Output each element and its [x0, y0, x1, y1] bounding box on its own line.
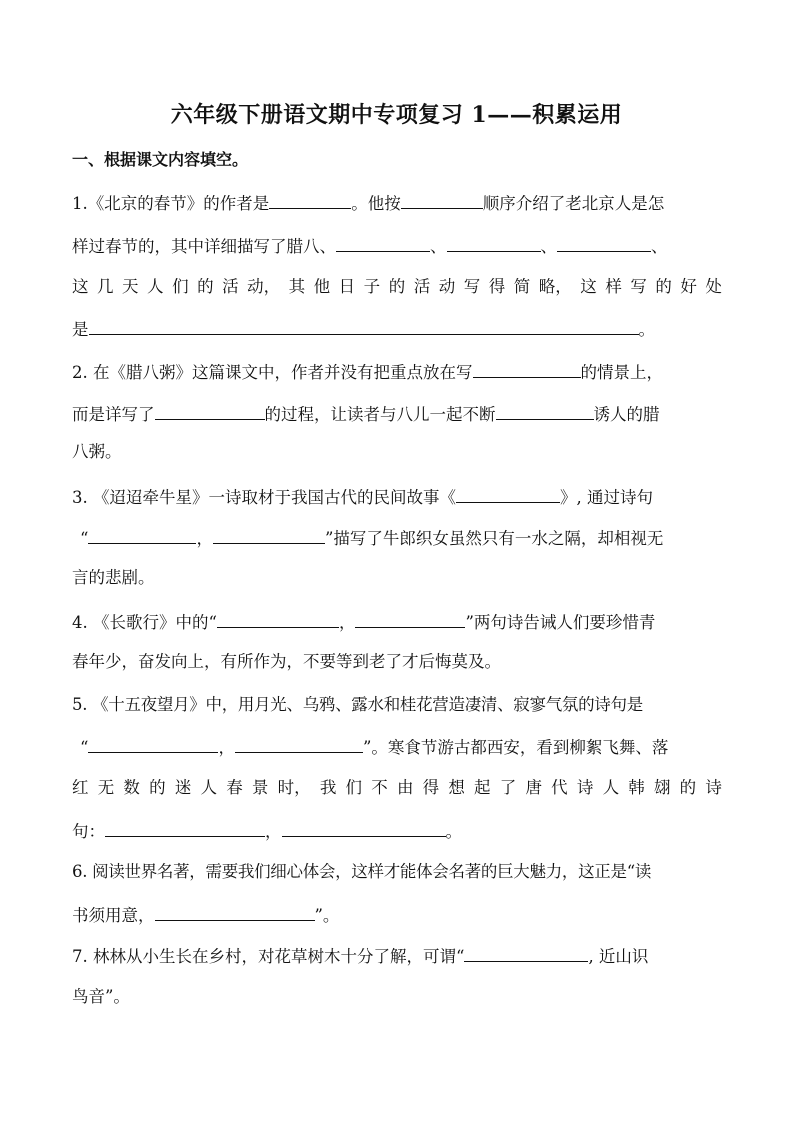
q5-line-3	[72, 776, 722, 800]
q1-text: 。他按	[351, 194, 401, 213]
q1-sep: 、	[651, 237, 668, 256]
q2-line-1	[72, 359, 722, 383]
q3-line-2	[72, 525, 722, 549]
q7-line-1	[72, 943, 722, 967]
q1-char: 好	[680, 277, 697, 296]
q1-char: 其	[288, 277, 306, 296]
q3-blank-verse-2[interactable]	[213, 525, 325, 544]
q1-blank-order[interactable]	[401, 190, 483, 209]
q5-char: 我	[319, 778, 337, 797]
q1-char: 他	[313, 277, 331, 296]
q2-text: 2. 在《腊八粥》这篇课文中，作者并没有把重点放在写	[72, 363, 473, 382]
q4-blank-verse-1[interactable]	[217, 609, 339, 628]
q2-text: 诱人的腊	[593, 405, 660, 424]
q1-char: 活	[413, 277, 431, 296]
q5-line-4	[72, 818, 722, 842]
q7-text: , 近山识	[588, 947, 649, 966]
q5-char: 得	[422, 778, 440, 797]
q1-char: 样	[605, 277, 622, 296]
q1-char: 们	[172, 277, 189, 296]
page-title: 六年级下册语文期中专项复习 1——积累运用	[170, 102, 623, 128]
q5-blank-poem-1[interactable]	[105, 818, 265, 837]
q1-char: 处	[705, 277, 722, 296]
q5-char: 数	[123, 778, 140, 797]
q1-char: 的	[197, 277, 214, 296]
q5-text: ，	[265, 822, 282, 841]
q5-char: 了	[499, 778, 517, 797]
q5-char: 迷	[174, 778, 192, 797]
q1-char: 活	[222, 277, 239, 296]
q5-char: 翃	[653, 778, 671, 797]
q1-char: 这	[72, 277, 89, 296]
q2-blank-2[interactable]	[155, 401, 265, 420]
q1-char: 写	[463, 277, 481, 296]
q5-char: 景	[251, 778, 269, 797]
q1-char: 日	[338, 277, 356, 296]
q2-line-2	[72, 401, 722, 425]
q5-char: 诗	[705, 778, 722, 797]
q1-char: 动	[438, 277, 456, 296]
q2-blank-1[interactable]	[473, 359, 581, 378]
q1-char: 动，	[247, 277, 281, 296]
q6-text: 书须用意，	[72, 906, 155, 925]
q1-text: 1.《北京的春节》的作者是	[72, 194, 270, 213]
q5-char: 红	[72, 778, 89, 797]
q1-line-2	[72, 233, 722, 257]
q1-text: 样过春节的，其中详细描写了腊八、	[72, 237, 336, 256]
q6-line-1: 6. 阅读世界名著，需要我们细心体会，这样才能体会名著的巨大魅力，这正是“读	[72, 862, 652, 881]
q4-text: 4. 《长歌行》中的“	[72, 613, 217, 632]
section-heading: 一、根据课文内容填空。	[72, 150, 249, 169]
q5-char: 们	[345, 778, 363, 797]
q1-line-3	[72, 275, 722, 299]
q4-line-1	[72, 609, 722, 633]
q5-char: 不	[371, 778, 388, 797]
q5-char: 的	[679, 778, 697, 797]
q5-char: 的	[149, 778, 166, 797]
q2-line-3: 八粥。	[72, 442, 122, 461]
q1-line-4	[72, 316, 722, 340]
q3-text: “	[80, 529, 89, 548]
q5-text: 。	[445, 822, 462, 841]
q1-char: 的	[388, 277, 406, 296]
q1-blank-day-3[interactable]	[557, 233, 651, 252]
q1-char: 几	[97, 277, 114, 296]
q1-blank-author[interactable]	[269, 190, 351, 209]
q4-text: ，	[338, 613, 356, 632]
q1-char: 得	[488, 277, 506, 296]
q5-char: 代	[551, 778, 568, 797]
q1-char: 简	[513, 277, 531, 296]
q3-text: ，	[196, 529, 213, 548]
q1-char: 天	[122, 277, 139, 296]
q5-char: 人	[602, 778, 620, 797]
q2-blank-3[interactable]	[496, 401, 594, 420]
q4-text: ”两句诗告诫人们要珍惜青	[465, 613, 656, 632]
q5-char: 韩	[628, 778, 645, 797]
q5-text: 句：	[72, 822, 105, 841]
q1-char: 的	[655, 277, 672, 296]
q1-text: 。	[638, 320, 655, 339]
q1-text: 顺序介绍了老北京人是怎	[482, 194, 665, 213]
q1-blank-day-1[interactable]	[336, 233, 430, 252]
q7-blank[interactable]	[464, 943, 588, 962]
q3-text: ”描写了牛郎织女虽然只有一水之隔，却相视无	[324, 529, 664, 548]
q5-char: 想	[448, 778, 465, 797]
q1-char: 子	[363, 277, 381, 296]
q1-text: 是	[72, 320, 89, 339]
q1-char: 写	[630, 277, 647, 296]
q5-char: 人	[200, 778, 218, 797]
q5-line-1: 5. 《十五夜望月》中，用月光、乌鸦、露水和桂花营造凄清、寂寥气氛的诗句是	[72, 695, 643, 714]
q5-char: 由	[396, 778, 414, 797]
q5-blank-poem-2[interactable]	[282, 818, 446, 837]
q5-blank-verse-2[interactable]	[235, 734, 363, 753]
q1-sep: 、	[540, 237, 557, 256]
q3-text: 3. 《迢迢牵牛星》一诗取材于我国古代的民间故事《	[72, 488, 456, 507]
q3-text: 》, 通过诗句	[560, 488, 653, 507]
q5-char: 春	[226, 778, 243, 797]
q3-blank-story[interactable]	[456, 484, 560, 503]
q5-char: 无	[97, 778, 115, 797]
q1-sep: 、	[430, 237, 447, 256]
q7-line-2: 鸟音”。	[72, 987, 130, 1006]
q5-text: ，	[218, 738, 235, 757]
q2-text: 而是详写了	[72, 405, 155, 424]
q1-char: 这	[580, 277, 597, 296]
q7-text: 7. 林林从小生长在乡村，对花草树木十分了解，可谓“	[72, 947, 465, 966]
q6-blank[interactable]	[155, 902, 315, 921]
q6-line-2	[72, 902, 722, 926]
q3-line-1	[72, 484, 722, 508]
q1-line-1	[72, 190, 722, 214]
q5-char: 起	[474, 778, 491, 797]
q1-blank-benefit[interactable]	[89, 316, 639, 335]
q1-blank-day-2[interactable]	[447, 233, 541, 252]
q5-line-2	[72, 734, 722, 758]
q3-line-3: 言的悲剧。	[72, 568, 155, 587]
q2-text: 的情景上，	[580, 363, 663, 382]
q6-text: ”。	[314, 906, 340, 925]
q5-text: “	[80, 738, 89, 757]
q1-char: 略，	[538, 277, 572, 296]
q5-char: 唐	[525, 778, 542, 797]
q1-char: 人	[147, 277, 164, 296]
q2-text: 的过程，让读者与八儿一起不断	[264, 405, 496, 424]
q5-text: ”。寒食节游古都西安，看到柳絮飞舞、落	[362, 738, 669, 757]
q3-blank-verse-1[interactable]	[88, 525, 196, 544]
q5-char: 诗	[576, 778, 594, 797]
q4-blank-verse-2[interactable]	[355, 609, 465, 628]
q5-char: 时，	[277, 778, 311, 797]
q4-line-2: 春年少，奋发向上，有所作为，不要等到老了才后悔莫及。	[72, 652, 501, 671]
q5-blank-verse-1[interactable]	[88, 734, 218, 753]
